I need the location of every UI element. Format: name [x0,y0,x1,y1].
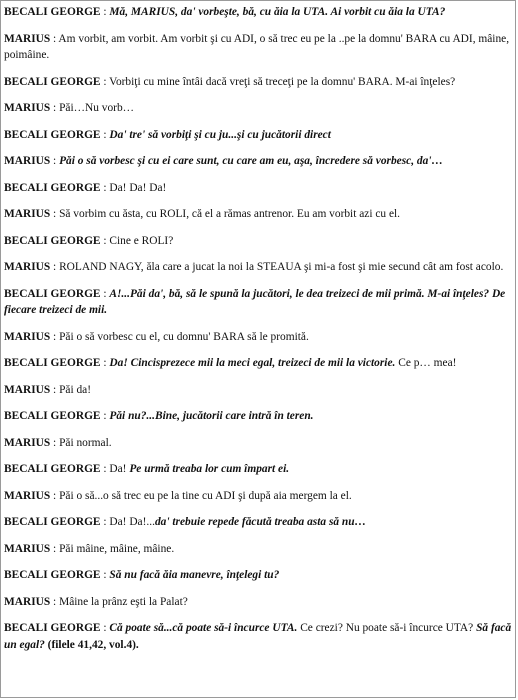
dialogue-text: : [100,357,110,369]
transcript-paragraph [4,461,512,478]
dialogue-text: : Păi o să...o să trec eu pe la tine cu ADI şi după aia mergem la el. [50,489,352,502]
dialogue-text: : Cine e ROLI? [100,234,174,247]
transcript-paragraph [4,382,512,399]
dialogue-text: : [50,155,60,167]
dialogue-text: : [100,287,110,300]
transcript-paragraph [4,435,512,452]
dialogue-text: : [100,6,110,18]
transcript-paragraph [4,206,512,223]
dialogue-text: Pe urmă treaba lor cum împart ei. [129,463,290,475]
dialogue-text: : Păi o să vorbesc cu el, cu domnu' BARA să le promită. [50,330,309,343]
dialogue-text: Să nu facă ăia manevre, înţelegi tu? [109,569,280,581]
transcript-paragraph [4,127,512,144]
speaker-name: MARIUS [4,330,51,343]
dialogue-text: Ce p… mea! [395,357,457,369]
dialogue-text: Păi o să vorbesc şi cu ei care sunt, cu care am eu, aşa, încredere să vorbesc, da'… [59,155,443,167]
transcript-paragraph [4,541,512,558]
speaker-name: BECALI GEORGE [4,569,101,581]
speaker-name: BECALI GEORGE [4,128,101,141]
dialogue-text: Ce crezi? Nu poate să-i încurce UTA? [297,622,477,634]
speaker-name: MARIUS [4,155,51,167]
speaker-name: MARIUS [4,32,51,45]
transcript-paragraph [4,153,512,170]
speaker-name: BECALI GEORGE [4,287,101,300]
transcript-paragraph [4,567,512,584]
speaker-name: BECALI GEORGE [4,357,101,369]
dialogue-text: : Da! [100,463,130,475]
dialogue-text: : Păi mâine, mâine, mâine. [50,542,175,555]
speaker-name: BECALI GEORGE [4,6,101,18]
dialogue-text: Că poate să...că poate să-i încurce UTA. [109,622,298,634]
dialogue-text: : Păi da! [50,383,92,396]
transcript-paragraph [4,408,512,425]
dialogue-text: : [100,569,110,581]
dialogue-text: : Am vorbit, am vorbit. Am vorbit şi cu ADI, o să trec eu pe la ..pe la domnu' BARA cu ADI, mâine, poimâine. [4,32,510,61]
dialogue-text: : Da! Da! Da! [100,181,167,194]
dialogue-text: : ROLAND NAGY, ăla care a jucat la noi la STEAUA şi mi-a fost şi mie secund cât am fost acolo. [50,261,504,273]
dialogue-text: Să facă un egal? [4,622,512,651]
transcript-paragraph [4,488,512,505]
dialogue-text: : [100,128,110,141]
speaker-name: BECALI GEORGE [4,410,101,422]
dialogue-text: Păi nu?...Bine, jucătorii care intră în teren. [109,410,314,422]
dialogue-text: : Da! Da!... [100,516,155,528]
dialogue-text: Da! Cincisprezece mii la meci egal, treizeci de mii la victorie. [109,357,396,369]
speaker-name: MARIUS [4,542,51,555]
dialogue-text: : Vorbiţi cu mine întâi dacă vreţi să treceţi pe la domnu' BARA. M-ai înţeles? [100,75,456,88]
speaker-name: BECALI GEORGE [4,75,101,88]
transcript-body [4,4,512,663]
dialogue-text: Mă, MARIUS, da' vorbeşte, bă, cu ăia la UTA. Ai vorbit cu ăia la UTA? [109,6,446,18]
speaker-name: MARIUS [4,208,51,220]
dialogue-text: (filele 41,42, vol.4). [44,638,139,651]
speaker-name: MARIUS [4,261,51,273]
dialogue-text: Da' tre' să vorbiţi şi cu ju...şi cu jucătorii direct [109,128,331,141]
transcript-paragraph [4,31,512,64]
transcript-paragraph [4,180,512,197]
dialogue-text: : [100,622,110,634]
speaker-name: MARIUS [4,436,51,449]
dialogue-text: : [100,410,110,422]
dialogue-text: : Păi…Nu vorb… [50,102,135,114]
transcript-paragraph [4,4,512,21]
speaker-name: MARIUS [4,102,51,114]
transcript-paragraph [4,620,512,653]
speaker-name: MARIUS [4,595,51,608]
dialogue-text: : Mâine la prânz eşti la Palat? [50,595,188,608]
dialogue-text: A!...Păi da', bă, să le spună la jucători, le dea treizeci de mii primă. M-ai înţeles? De fiecare treizeci de mii. [4,287,506,316]
dialogue-text: : Să vorbim cu ăsta, cu ROLI, că el a rămas antrenor. Eu am vorbit azi cu el. [50,208,401,220]
dialogue-text: da' trebuie repede făcută treaba asta să nu… [154,516,366,528]
dialogue-text: : Păi normal. [50,436,112,449]
transcript-paragraph [4,514,512,531]
transcript-paragraph [4,233,512,250]
transcript-paragraph [4,329,512,346]
speaker-name: MARIUS [4,383,51,396]
transcript-paragraph [4,286,512,319]
speaker-name: BECALI GEORGE [4,181,101,194]
transcript-paragraph [4,259,512,276]
transcript-paragraph [4,594,512,611]
speaker-name: BECALI GEORGE [4,622,101,634]
speaker-name: BECALI GEORGE [4,463,101,475]
transcript-paragraph [4,74,512,91]
transcript-paragraph [4,355,512,372]
speaker-name: BECALI GEORGE [4,516,101,528]
transcript-paragraph [4,100,512,117]
speaker-name: MARIUS [4,489,51,502]
speaker-name: BECALI GEORGE [4,234,101,247]
